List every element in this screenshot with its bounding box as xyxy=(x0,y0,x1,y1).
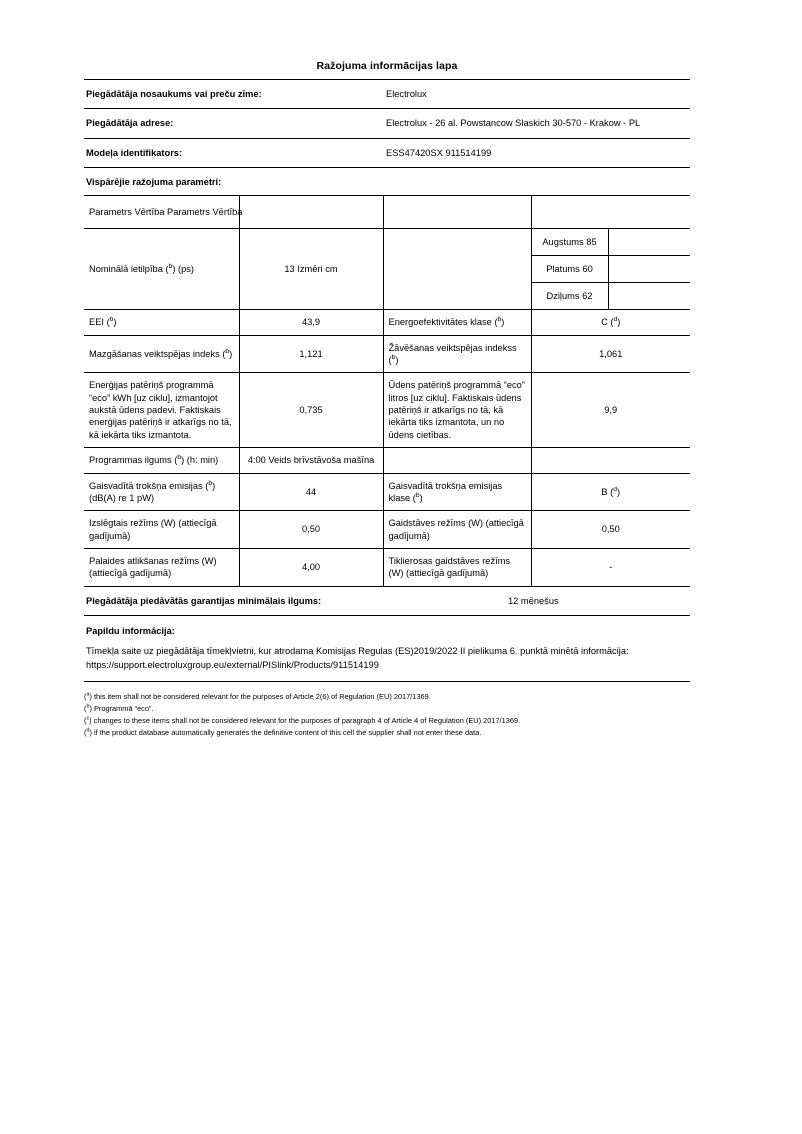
additional-information-heading: Papildu informācija: xyxy=(86,626,175,637)
dimension-depth-value xyxy=(608,283,690,310)
table-header-row xyxy=(84,196,690,229)
duration-spacer-4 xyxy=(531,448,690,473)
general-parameters-heading: Vispārējie ražojuma parametri: xyxy=(86,177,222,188)
table-row-eei xyxy=(84,310,690,335)
additional-information-text: Tīmekļa saite uz piegādātāja tīmekļvietni, kur atrodama Komisijas Regulas (ES)2019/2022 II pielikuma 6. punktā minētā informācija: https://support.electroluxgroup.eu/external/PISlink/Products/911514199 xyxy=(84,645,690,682)
eei-value: 43,9 xyxy=(239,310,383,335)
off-mode-label: Izslēgtais režīms (W) (attiecīgā gadījumā) xyxy=(84,511,239,549)
eei-label: EEI ($^b$) xyxy=(84,310,239,335)
noise-class-label: Gaisvadītā trokšņa emisijas klase ($^b$) xyxy=(383,473,531,511)
table-row xyxy=(532,229,691,256)
cleaning-index-value: 1,121 xyxy=(239,335,383,373)
dimension-width-label: Platums 60 xyxy=(532,256,609,283)
dimension-depth-label: Dziļums 62 xyxy=(532,283,609,310)
standby-mode-label: Gaidstāves režīms (W) (attiecīgā gadījumā) xyxy=(383,511,531,549)
warranty-table xyxy=(84,587,690,616)
table-row xyxy=(84,138,690,167)
table-row-off-mode xyxy=(84,511,690,549)
energy-consumption-label: Enerģijas patēriņš programmā “eco” kWh [uz ciklu], izmantojot aukstā ūdens padevi. Faktiskais enerģijas patēriņš ir atkarīgs no tā, kā iekārta tiks izmantota. xyxy=(84,373,239,448)
footnote-c: ($^c$) changes to these items shall not be considered relevant for the purposes of paragraph 4 of Article 4 of Regulation (EU) 2017/1369. xyxy=(84,715,521,725)
drying-index-label: Žāvēšanas veiktspējas indekss ($^b$) xyxy=(383,335,531,373)
table-row-delay-start xyxy=(84,548,690,586)
duration-spacer-3 xyxy=(383,448,531,473)
header-spacer-2 xyxy=(239,196,383,229)
rated-capacity-label: Nominālā ietilpība ($^b$) (ps) xyxy=(84,229,239,310)
footnote-marker: b xyxy=(415,491,420,499)
footnote-marker: b xyxy=(177,454,182,462)
dimension-width-value xyxy=(608,256,690,283)
standby-mode-value: 0,50 xyxy=(601,524,620,535)
footnotes-section xyxy=(84,682,690,739)
dimension-height-label: Augstums 85 xyxy=(532,229,609,256)
drying-index-value: 1,061 xyxy=(599,348,623,359)
footnote-d: ($^d$) if the product database automatically generates the definitive content of this cell the supplier shall not enter these data. xyxy=(84,727,482,737)
warranty-label: Piegādātāja piedāvātās garantijas minimālais ilgums: xyxy=(86,595,322,606)
networked-standby-label: Tiklierosas gaidstāves režīms (W) (attiecīgā gadījumā) xyxy=(383,548,531,586)
supplier-name-label: Piegādātāja nosaukums vai preču zīme: xyxy=(86,89,262,99)
footnote-marker: d xyxy=(86,727,90,734)
table-row xyxy=(84,109,690,138)
footnote-marker: b xyxy=(168,262,173,270)
footnote-marker: b xyxy=(225,347,230,355)
noise-emissions-value: 44 xyxy=(239,473,383,511)
table-row-rated-capacity xyxy=(84,229,690,310)
supplier-address-label: Piegādātāja adrese: xyxy=(86,118,174,129)
delay-start-value: 4,00 xyxy=(239,548,383,586)
general-parameters-table xyxy=(84,195,690,587)
supplier-address-value: Electrolux - 26 al. Powstancow Slaskich 30-570 - Krakow - PL xyxy=(386,118,641,129)
table-row-consumption xyxy=(84,373,690,448)
networked-standby-value: - xyxy=(609,562,613,573)
header-spacer-3 xyxy=(383,196,531,229)
delay-start-label: Palaides atlikšanas režīms (W) (attiecīgā gadījumā) xyxy=(84,548,239,586)
footnote-marker: d xyxy=(613,316,618,324)
table-row xyxy=(532,283,691,310)
header-spacer-4 xyxy=(531,196,690,229)
footnote-marker: b xyxy=(391,353,396,361)
model-identifier-label: Modeļa identifikators: xyxy=(86,147,183,158)
energy-consumption-value: 0,735 xyxy=(239,373,383,448)
page-title: Ražojuma informācijas lapa xyxy=(316,60,458,72)
dimensions-table xyxy=(532,229,691,309)
footnote-marker: d xyxy=(613,485,617,493)
table-row xyxy=(84,80,690,109)
dimensions-spacer xyxy=(383,229,531,310)
supplier-identification-table xyxy=(84,79,690,168)
water-consumption-label: Ūdens patēriņš programmā “eco” litros [uz ciklu]. Faktiskais ūdens patēriņš ir atkarīgs no tā, kā iekārta tiks izmantota, un no ūdens cietības. xyxy=(383,373,531,448)
programme-duration-value: 4:00 Veids brīvstāvoša mašīna xyxy=(239,448,383,473)
off-mode-value: 0,50 xyxy=(239,511,383,549)
model-identifier-value: ESS47420SX 911514199 xyxy=(386,147,492,158)
energy-class-value: C ($^d$) xyxy=(601,316,621,328)
footnote-marker: b xyxy=(497,316,502,324)
table-row xyxy=(532,256,691,283)
noise-class-value: B ($^d$) xyxy=(601,485,621,497)
energy-class-label: Energoefektivitātes klase ($^b$) xyxy=(383,310,531,335)
footnote-b: ($^b$) Programmā “eco”. xyxy=(84,703,154,713)
parameters-column-header: Parametrs Vērtība Parametrs Vērtība xyxy=(84,196,239,229)
dimension-height-value xyxy=(608,229,690,256)
water-consumption-value: 9,9 xyxy=(604,405,618,416)
cleaning-index-label: Mazgāšanas veiktspējas indeks ($^b$) xyxy=(84,335,239,373)
table-row-cleaning-performance xyxy=(84,335,690,373)
supplier-name-value: Electrolux xyxy=(386,89,427,99)
footnote-marker: a xyxy=(86,691,90,698)
footnote-a: ($^a$) this item shall not be considered relevant for the purposes of Article 2(6) of Regulation (EU) 2017/1369. xyxy=(84,691,431,701)
noise-emissions-label: Gaisvadītā trokšņa emisijas ($^b$) (dB(A) re 1 pW) xyxy=(84,473,239,511)
programme-duration-label: Programmas ilgums ($^b$) (h: min) xyxy=(84,448,239,473)
warranty-value: 12 mēnešus xyxy=(508,595,559,606)
dimensions-cell xyxy=(531,229,690,310)
table-row-programme-duration xyxy=(84,448,690,473)
table-row xyxy=(84,587,690,616)
document-sheet xyxy=(84,60,690,739)
footnote-marker: c xyxy=(86,715,90,722)
footnote-marker: b xyxy=(109,316,114,324)
footnote-marker: b xyxy=(208,479,213,487)
table-row-noise xyxy=(84,473,690,511)
rated-capacity-value: 13 Izmēri cm xyxy=(239,229,383,310)
footnote-marker: b xyxy=(86,703,90,710)
